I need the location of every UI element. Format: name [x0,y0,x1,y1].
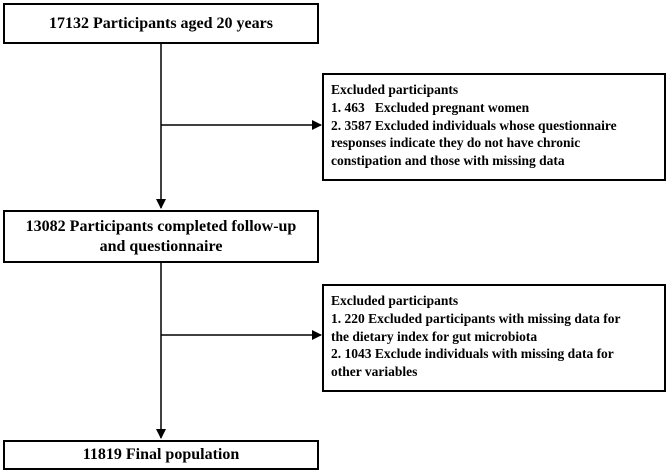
exclusion-2-heading: Excluded participants [331,293,459,308]
exclusion-1-line: responses indicate they do not have chronic [331,135,581,151]
exclusion-2-line: 1. 220 Excluded participants with missing data for [331,310,621,326]
middle-box [3,210,319,263]
exclusion-2-line: other variables [331,364,418,380]
exclusion-2-line: 2. 1043 Exclude individuals with missing data for [331,346,614,362]
start-box [3,3,319,44]
final-box [3,440,319,470]
exclusion-1-heading: Excluded participants [331,82,459,97]
exclusion-1-line: constipation and those with missing data [331,153,565,169]
final-box-label: 11819 Final population [82,446,240,463]
start-box-label: 17132 Participants aged 20 years [49,14,273,32]
exclusion-box-1 [322,73,666,181]
exclusion-2-line: the dietary index for gut microbiota [331,328,538,344]
exclusion-1-line: 1. 463 Excluded pregnant women [331,99,530,115]
middle-box-label-line2: and questionnaire [99,237,223,255]
exclusion-1-line: 2. 3587 Excluded individuals whose questionnaire [331,117,617,133]
middle-box-label-line1: 13082 Participants completed follow-up [25,217,297,235]
exclusion-box-2 [322,284,666,392]
